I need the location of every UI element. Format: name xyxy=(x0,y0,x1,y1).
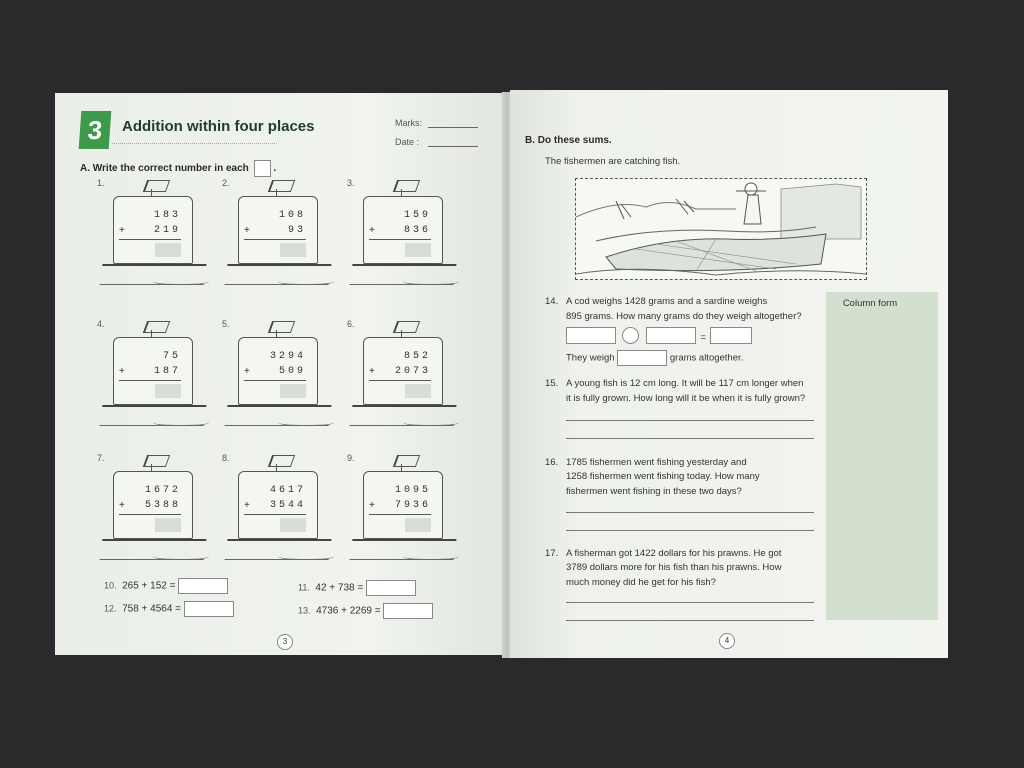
boat-question-number: 5. xyxy=(222,319,230,329)
answer-line[interactable] xyxy=(566,602,814,603)
flag-icon xyxy=(143,321,170,333)
sum-rule xyxy=(369,514,431,515)
question-15-line-1: A young fish is 12 cm long. It will be 117 cm longer when xyxy=(566,378,804,389)
boat-question-number: 7. xyxy=(97,453,105,463)
operator-circle[interactable] xyxy=(622,327,639,344)
sailboat-sum xyxy=(349,172,461,290)
question-16-line-3: fishermen went fishing in these two days? xyxy=(566,486,742,497)
answer-box[interactable] xyxy=(405,243,431,257)
flag-icon xyxy=(143,455,170,467)
operand-box[interactable] xyxy=(646,327,696,344)
answer-line[interactable] xyxy=(566,420,814,421)
wave-icon xyxy=(153,276,209,285)
sum-number: 10. xyxy=(104,580,117,591)
addend-bottom: 3544 xyxy=(269,500,306,511)
section-a-text: A. Write the correct number in each xyxy=(80,163,249,175)
addend-top: 75 xyxy=(162,351,181,362)
question-17-line-3: much money did he get for his fish? xyxy=(566,577,716,588)
sailboat-sum xyxy=(224,172,336,290)
sum-rule xyxy=(369,380,431,381)
answer-line[interactable] xyxy=(566,530,814,531)
wave-icon xyxy=(278,417,334,426)
plus-sign: + xyxy=(119,500,125,511)
question-14-number: 14. xyxy=(545,296,559,307)
column-form-label: Column form xyxy=(842,298,898,309)
sum-number: 11. xyxy=(298,582,310,593)
sum-expression: 265 + 152 = xyxy=(122,580,176,592)
sum-rule xyxy=(119,239,181,240)
plus-sign: + xyxy=(369,225,375,236)
sum-10 xyxy=(104,578,228,594)
section-b-heading: B. Do these sums. xyxy=(525,135,612,146)
addend-top: 1095 xyxy=(394,485,431,496)
flag-icon xyxy=(268,180,295,192)
answer-box[interactable] xyxy=(280,243,306,257)
they-weigh-text: They weigh xyxy=(566,352,615,364)
wave-icon xyxy=(403,551,459,560)
addend-bottom: 5388 xyxy=(144,500,181,511)
wave-icon xyxy=(153,417,209,426)
right-page-number: 4 xyxy=(719,633,735,649)
sum-rule xyxy=(244,380,306,381)
answer-box[interactable] xyxy=(405,518,431,532)
addend-bottom: 509 xyxy=(278,366,306,377)
sailboat-sum xyxy=(224,447,336,565)
answer-box[interactable] xyxy=(383,603,433,619)
sailboat-sum xyxy=(99,172,211,290)
flag-icon xyxy=(393,321,420,333)
answer-box[interactable] xyxy=(155,518,181,532)
flag-icon xyxy=(143,180,170,192)
answer-line[interactable] xyxy=(566,438,814,439)
plus-sign: + xyxy=(119,366,125,377)
sailboat-sum xyxy=(99,447,211,565)
fishermen-drawing-icon xyxy=(576,179,866,279)
boat-question-number: 9. xyxy=(347,453,355,463)
flag-icon xyxy=(268,321,295,333)
boat-question-number: 2. xyxy=(222,178,230,188)
wave-icon xyxy=(403,276,459,285)
answer-box[interactable] xyxy=(280,518,306,532)
plus-sign: + xyxy=(244,366,250,377)
fishermen-illustration xyxy=(575,178,867,280)
marks-line xyxy=(428,127,478,128)
addend-bottom: 93 xyxy=(287,225,306,236)
boat-question-number: 1. xyxy=(97,178,105,188)
section-a-end: . xyxy=(273,163,277,175)
grams-text: grams altogether. xyxy=(669,352,744,364)
sum-12 xyxy=(104,601,234,617)
sum-13 xyxy=(298,603,433,619)
answer-box[interactable] xyxy=(280,384,306,398)
column-form-panel xyxy=(826,292,938,620)
question-16-line-1: 1785 fishermen went fishing yesterday and xyxy=(566,457,747,468)
addend-top: 1672 xyxy=(144,485,181,496)
answer-box[interactable] xyxy=(178,578,228,594)
chapter-number: 3 xyxy=(79,111,112,149)
answer-box[interactable] xyxy=(184,601,234,617)
question-15-number: 15. xyxy=(545,378,559,389)
answer-line[interactable] xyxy=(566,512,814,513)
operand-box[interactable] xyxy=(566,327,616,344)
question-16-line-2: 1258 fishermen went fishing today. How many xyxy=(566,471,760,482)
left-page-number: 3 xyxy=(277,634,293,650)
addend-bottom: 187 xyxy=(153,366,181,377)
flag-icon xyxy=(393,180,420,192)
question-16-number: 16. xyxy=(545,457,559,468)
answer-box[interactable] xyxy=(617,350,667,366)
wave-icon xyxy=(278,551,334,560)
answer-box[interactable] xyxy=(155,243,181,257)
flag-icon xyxy=(393,455,420,467)
boat-question-number: 3. xyxy=(347,178,355,188)
question-14-line-2: 895 grams. How many grams do they weigh altogether? xyxy=(566,311,802,322)
addend-top: 159 xyxy=(403,210,431,221)
flag-icon xyxy=(268,455,295,467)
plus-sign: + xyxy=(119,225,125,236)
sum-expression: 758 + 4564 = xyxy=(122,603,182,615)
question-15-line-2: it is fully grown. How long will it be when it is fully grown? xyxy=(566,393,806,404)
plus-sign: + xyxy=(369,500,375,511)
question-17-line-1: A fisherman got 1422 dollars for his prawns. He got xyxy=(566,548,782,559)
answer-box[interactable] xyxy=(155,384,181,398)
equals-sign: = xyxy=(700,332,706,343)
equation-row xyxy=(566,327,752,345)
sum-expression: 42 + 738 = xyxy=(315,582,364,594)
answer-box[interactable] xyxy=(366,580,416,596)
sum-rule xyxy=(244,514,306,515)
plus-sign: + xyxy=(369,366,375,377)
date-label: Date : xyxy=(395,137,420,147)
title-underline xyxy=(112,143,277,144)
addend-top: 3294 xyxy=(269,351,306,362)
addend-bottom: 836 xyxy=(403,225,431,236)
sum-number: 13. xyxy=(298,605,311,616)
plus-sign: + xyxy=(244,225,250,236)
addend-bottom: 2073 xyxy=(394,366,431,377)
plus-sign: + xyxy=(244,500,250,511)
question-17-number: 17. xyxy=(545,548,559,559)
sum-11 xyxy=(298,580,416,596)
sum-rule xyxy=(369,239,431,240)
sailboat-sum xyxy=(99,313,211,431)
answer-box[interactable] xyxy=(405,384,431,398)
addend-bottom: 7936 xyxy=(394,500,431,511)
date-line xyxy=(428,146,478,147)
addend-bottom: 219 xyxy=(153,225,181,236)
answer-sentence-14 xyxy=(566,350,743,366)
sum-rule xyxy=(119,514,181,515)
question-17-line-2: 3789 dollars more for his fish than his prawns. How xyxy=(566,562,782,573)
sailboat-sum xyxy=(349,313,461,431)
addend-top: 183 xyxy=(153,210,181,221)
sum-rule xyxy=(119,380,181,381)
sum-expression: 4736 + 2269 = xyxy=(316,605,381,617)
boat-question-number: 4. xyxy=(97,319,105,329)
boat-question-number: 6. xyxy=(347,319,355,329)
intro-text: The fishermen are catching fish. xyxy=(545,156,681,167)
addend-top: 852 xyxy=(403,351,431,362)
question-14-line-1: A cod weighs 1428 grams and a sardine weighs xyxy=(566,296,768,307)
sum-number: 12. xyxy=(104,603,117,614)
addend-top: 4617 xyxy=(269,485,306,496)
result-box[interactable] xyxy=(710,327,752,344)
wave-icon xyxy=(278,276,334,285)
answer-line[interactable] xyxy=(566,620,814,621)
wave-icon xyxy=(403,417,459,426)
marks-label: Marks: xyxy=(395,118,422,128)
wave-icon xyxy=(153,551,209,560)
sum-rule xyxy=(244,239,306,240)
chapter-title: Addition within four places xyxy=(122,118,315,135)
addend-top: 108 xyxy=(278,210,306,221)
sailboat-sum xyxy=(349,447,461,565)
sailboat-sum xyxy=(224,313,336,431)
boat-question-number: 8. xyxy=(222,453,230,463)
